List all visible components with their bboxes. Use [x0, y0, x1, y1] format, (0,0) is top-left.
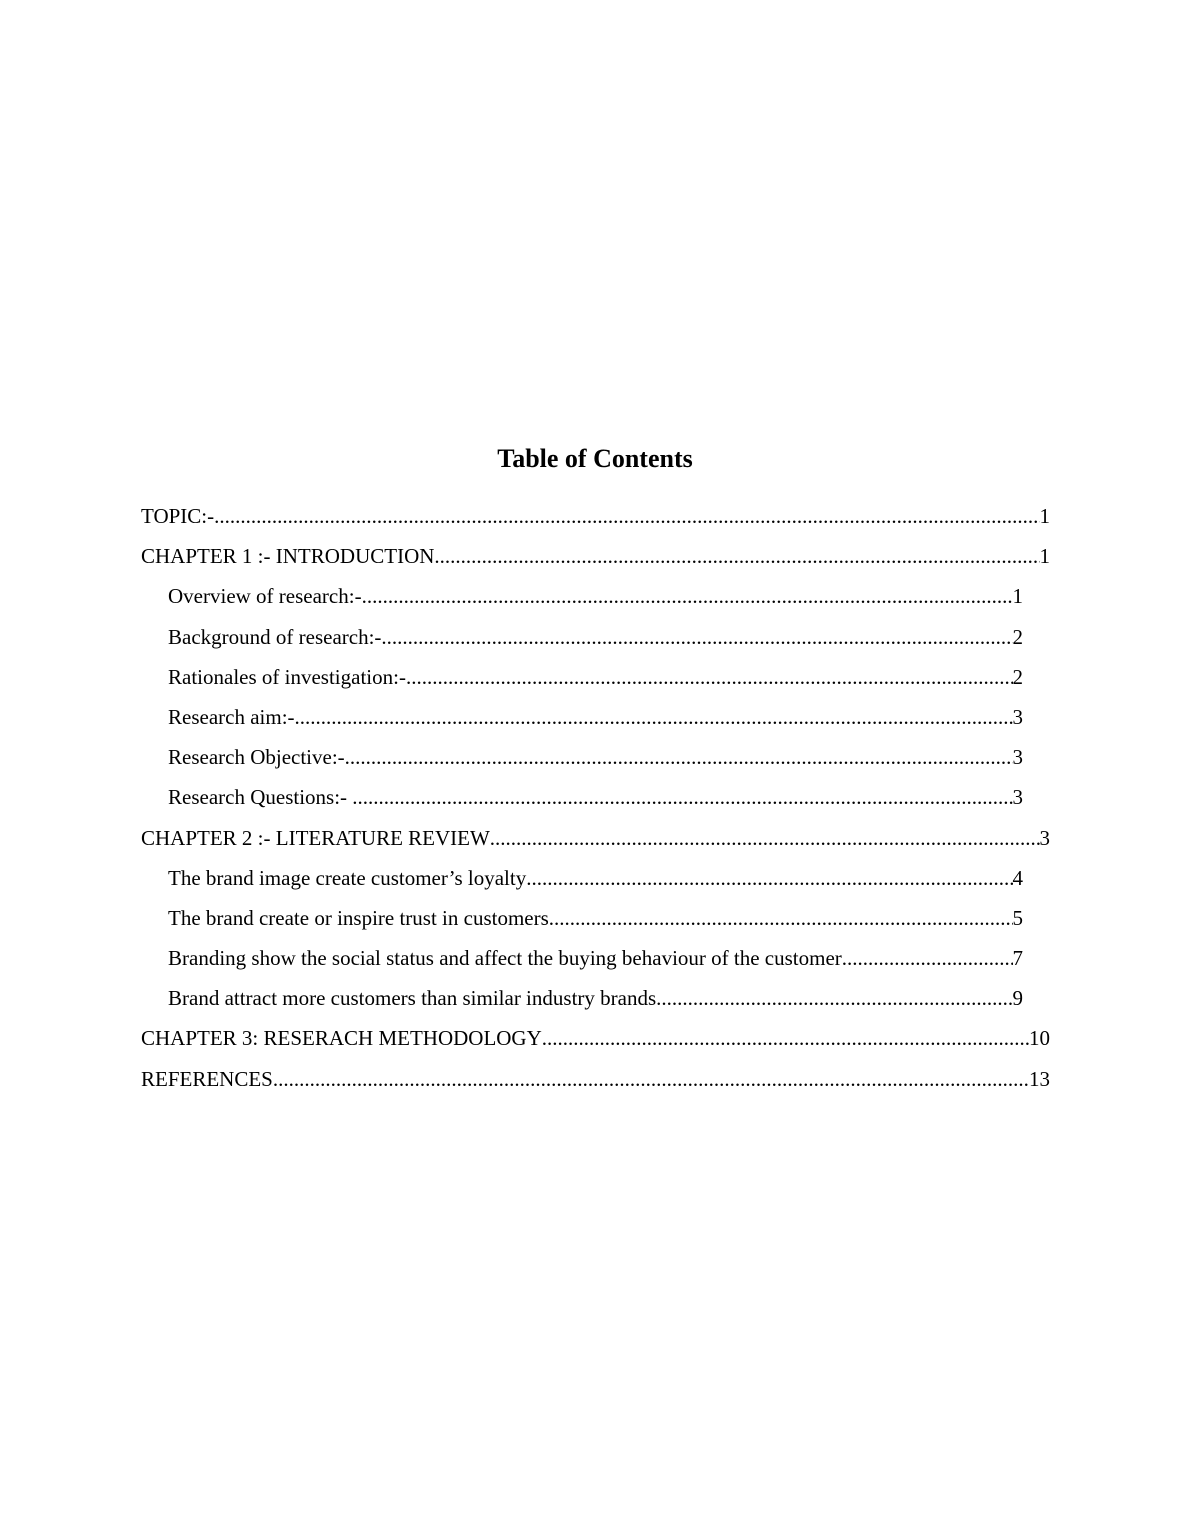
toc-entry-text: Rationales of investigation:-: [168, 664, 406, 689]
toc-entry-text: The brand create or inspire trust in customers: [168, 905, 549, 930]
toc-entry-text: REFERENCES: [141, 1066, 273, 1091]
toc-dot-leader: [842, 941, 1013, 975]
toc-entry-social-status[interactable]: [168, 941, 1023, 981]
toc-dot-leader: [273, 1062, 1029, 1096]
toc-entry-chapter-2[interactable]: [141, 821, 1050, 861]
toc-dot-leader: [490, 821, 1040, 855]
toc-entry-page: 1: [1012, 584, 1023, 609]
toc-entry-brand-trust[interactable]: [168, 901, 1023, 941]
toc-title: Table of Contents: [497, 444, 693, 473]
toc-entry-chapter-1[interactable]: [141, 539, 1050, 579]
toc-entry-page: 3: [1012, 704, 1023, 729]
toc-entry-page: 7: [1012, 946, 1023, 971]
toc-entry-page: 2: [1012, 664, 1023, 689]
toc-entry-research-objective[interactable]: [168, 740, 1023, 780]
toc-entry-text: Research Objective:-: [168, 745, 345, 770]
toc-dot-leader: [362, 579, 1013, 613]
toc-entry-research-questions[interactable]: [168, 780, 1023, 820]
toc-entry-page: 2: [1012, 624, 1023, 649]
toc-entry-text: The brand image create customer’s loyalty: [168, 865, 527, 890]
toc-entry-text: Background of research:-: [168, 624, 382, 649]
toc-entry-topic[interactable]: [141, 499, 1050, 539]
toc-entry-page: 3: [1012, 745, 1023, 770]
toc-entry-page: 13: [1029, 1066, 1050, 1091]
toc-entry-text: Overview of research:-: [168, 584, 362, 609]
toc-entry-page: 10: [1029, 1026, 1050, 1051]
toc-entry-text: Brand attract more customers than similar industry brands: [168, 986, 657, 1011]
toc-list: [0, 499, 1190, 1102]
toc-entry-page: 4: [1012, 865, 1023, 890]
toc-dot-leader: [406, 660, 1013, 694]
toc-entry-page: 1: [1039, 544, 1050, 569]
toc-entry-references[interactable]: [141, 1062, 1050, 1102]
toc-entry-research-aim[interactable]: [168, 700, 1023, 740]
toc-entry-text: Research Questions:-: [168, 785, 353, 810]
toc-entry-text: TOPIC:-: [141, 504, 215, 528]
toc-dot-leader: [434, 539, 1039, 573]
toc-dot-leader: [656, 981, 1012, 1015]
toc-entry-background[interactable]: [168, 620, 1023, 660]
toc-dot-leader: [345, 740, 1013, 774]
toc-entry-text: CHAPTER 1 :- INTRODUCTION: [141, 544, 435, 569]
toc-entry-text: Research aim:-: [168, 704, 295, 729]
toc-dot-leader: [214, 499, 1039, 533]
toc-entry-page: 9: [1012, 986, 1023, 1011]
toc-entry-text: CHAPTER 2 :- LITERATURE REVIEW: [141, 825, 490, 850]
toc-dot-leader: [542, 1021, 1029, 1055]
toc-dot-leader: [352, 780, 1012, 814]
toc-dot-leader: [526, 861, 1012, 895]
toc-entry-chapter-3[interactable]: [141, 1021, 1050, 1061]
toc-entry-page: 1: [1039, 504, 1050, 528]
toc-dot-leader: [549, 901, 1013, 935]
toc-entry-brand-attract[interactable]: [168, 981, 1023, 1021]
toc-dot-leader: [381, 620, 1012, 654]
toc-entry-rationales[interactable]: [168, 660, 1023, 700]
toc-entry-text: CHAPTER 3: RESERACH METHODOLOGY: [141, 1026, 542, 1051]
toc-entry-page: 3: [1012, 785, 1023, 810]
toc-entry-brand-image-loyalty[interactable]: [168, 861, 1023, 901]
toc-entry-page: 3: [1039, 825, 1050, 850]
toc-dot-leader: [295, 700, 1013, 734]
toc-entry-page: 5: [1012, 905, 1023, 930]
toc-entry-overview[interactable]: [168, 579, 1023, 619]
toc-entry-text: Branding show the social status and affect the buying behaviour of the customer: [168, 946, 842, 971]
